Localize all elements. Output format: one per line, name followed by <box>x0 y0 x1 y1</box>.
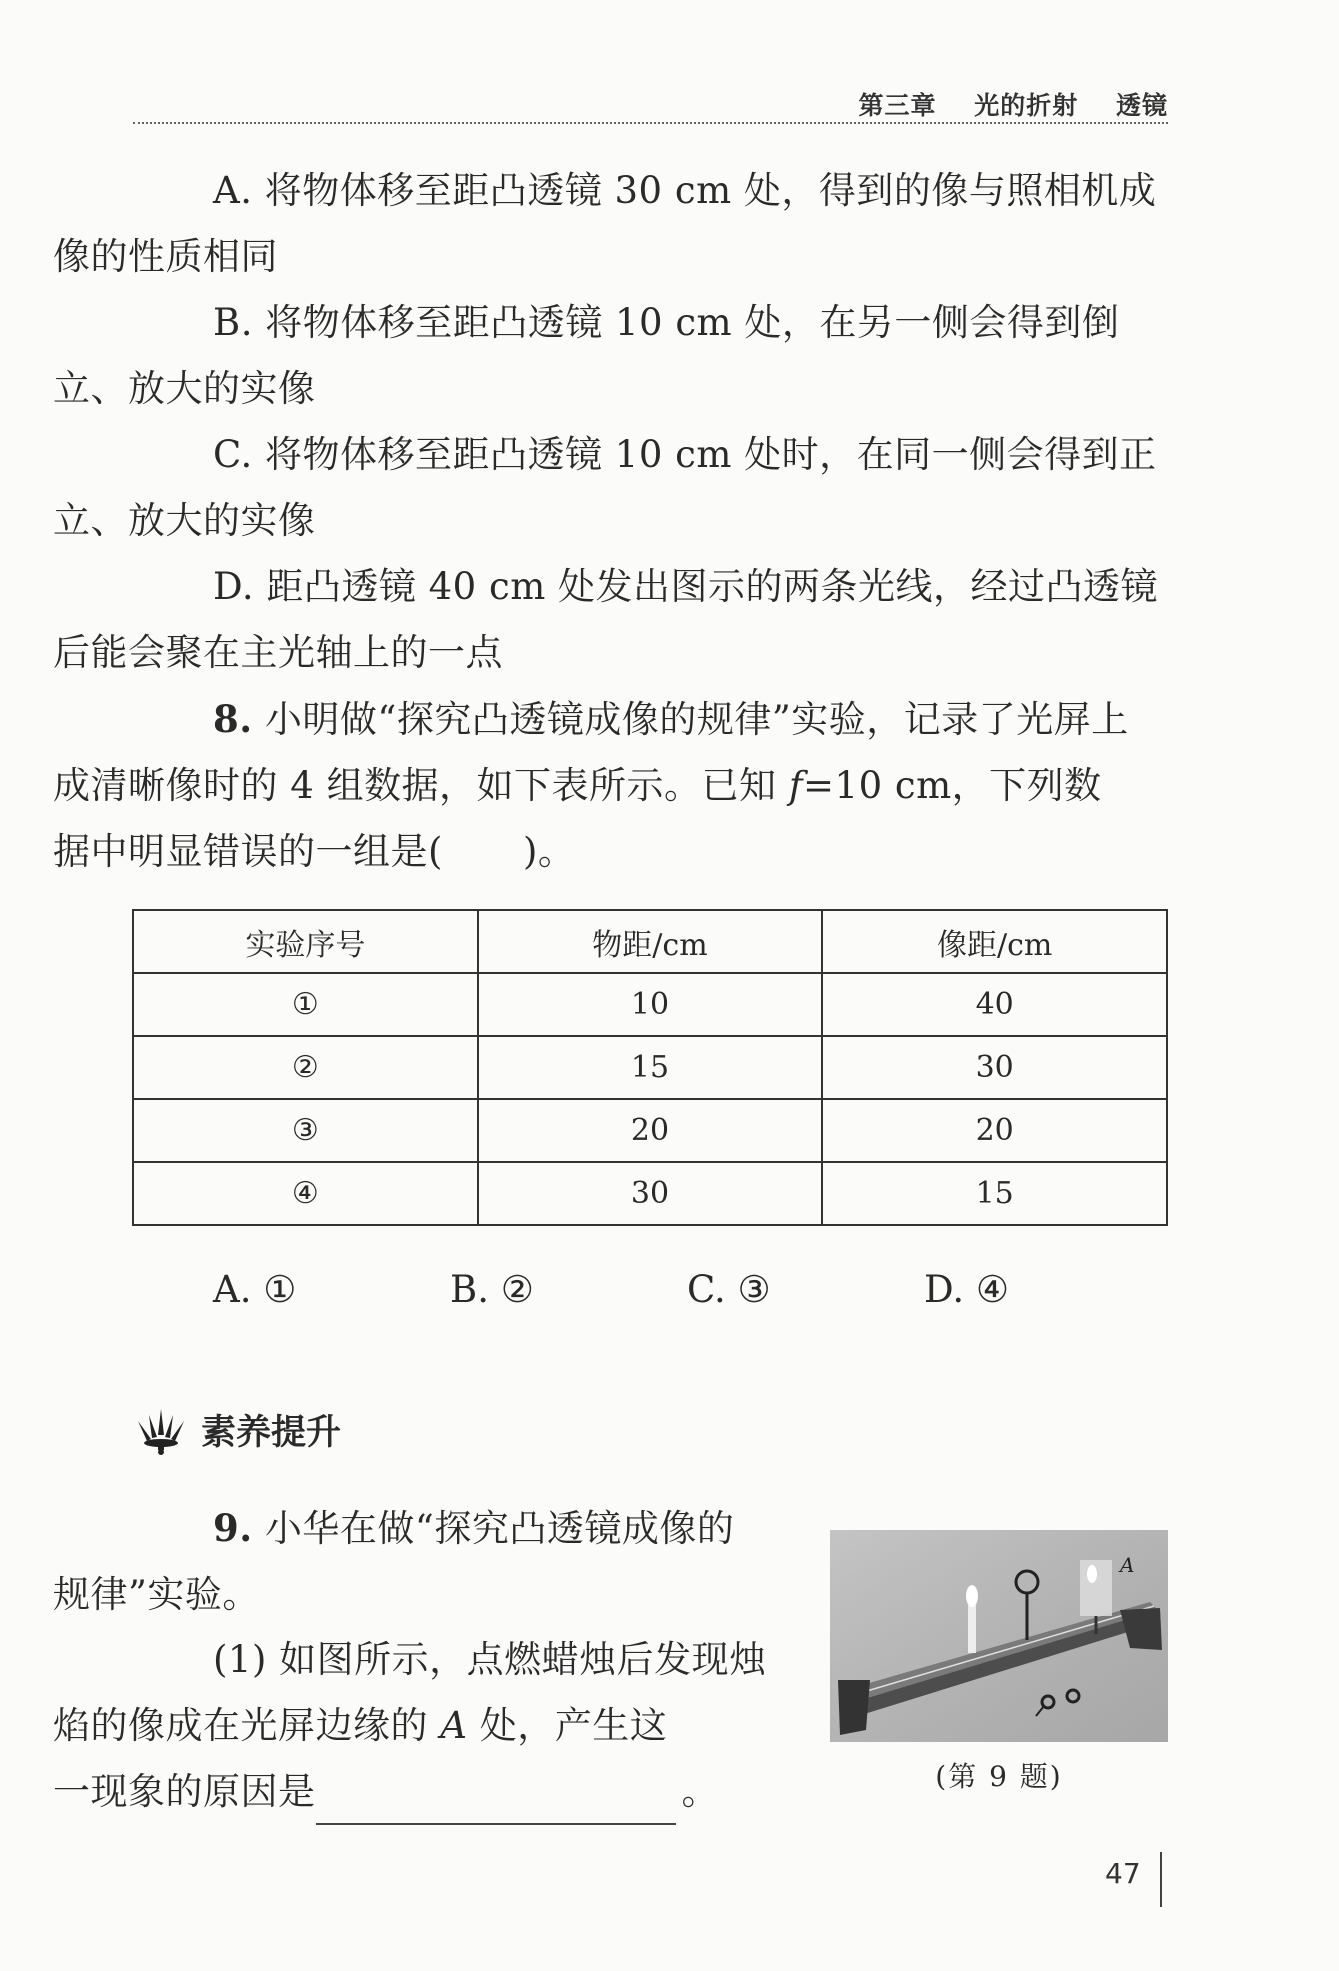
choice-c[interactable]: C. ③ <box>687 1268 771 1311</box>
table-cell: 20 <box>822 1099 1167 1162</box>
table-header-row <box>133 910 1167 973</box>
option-d: D. 距凸透镜 40 cm 处发出图示的两条光线，经过凸透镜 后能会聚在主光轴上的一点 <box>53 565 1159 674</box>
table-cell: ② <box>133 1036 478 1099</box>
question-8: 8. 小明做“探究凸透镜成像的规律”实验，记录了光屏上 成清晰像时的 4 组数据，如下表所示。已知 f=10 cm，下列数 据中明显错误的一组是( )。 <box>53 697 1129 873</box>
question-number: 9. <box>213 1506 253 1550</box>
option-a: A. 将物体移至距凸透镜 30 cm 处，得到的像与照相机成 像的性质相同 <box>53 169 1157 278</box>
question-9-part-1: (1) 如图所示，点燃蜡烛后发现烛 焰的像成在光屏边缘的 A 处，产生这 一现象的原因是 。 <box>133 1627 793 1825</box>
page-number: 47 <box>1105 1857 1141 1890</box>
table-header: 实验序号 <box>133 910 478 973</box>
crown-icon <box>133 1405 189 1455</box>
table-cell: 15 <box>478 1036 823 1099</box>
table-cell: 20 <box>478 1099 823 1162</box>
fill-in-blank[interactable] <box>316 1779 676 1825</box>
choice-d[interactable]: D. ④ <box>924 1268 1010 1311</box>
table-header: 物距/cm <box>478 910 823 973</box>
table-cell: 40 <box>822 973 1167 1036</box>
table-cell: 30 <box>822 1036 1167 1099</box>
page-number-bar <box>1160 1852 1162 1907</box>
chapter-title-2: 透镜 <box>1115 91 1168 120</box>
choice-a[interactable]: A. ① <box>213 1268 297 1311</box>
optical-bench-photo <box>830 1530 1168 1742</box>
option-b: B. 将物体移至距凸透镜 10 cm 处，在另一侧会得到倒 立、放大的实像 <box>53 301 1120 410</box>
chapter-title-1: 光的折射 <box>974 91 1079 120</box>
chapter-label: 第三章 <box>858 91 937 120</box>
section-title <box>133 1405 341 1455</box>
table-row <box>133 1162 1167 1225</box>
question-number: 8. <box>213 697 253 741</box>
choice-b[interactable]: B. ② <box>450 1268 534 1311</box>
focal-length-symbol: f <box>788 764 804 807</box>
page-header <box>133 86 1168 122</box>
table-cell: ① <box>133 973 478 1036</box>
table-row <box>133 973 1167 1036</box>
table-cell: ③ <box>133 1099 478 1162</box>
table-row <box>133 1036 1167 1099</box>
table-cell: 10 <box>478 973 823 1036</box>
point-a-label: A <box>440 1704 468 1747</box>
figure-caption: (第 9 题) <box>935 1760 1063 1793</box>
header-rule <box>133 122 1168 124</box>
section-title-text: 素养提升 <box>201 1413 342 1453</box>
data-table <box>132 909 1168 1226</box>
point-a-marker: A <box>1120 1553 1135 1577</box>
table-cell: ④ <box>133 1162 478 1225</box>
table-row <box>133 1099 1167 1162</box>
table-cell: 30 <box>478 1162 823 1225</box>
question-9: 9. 小华在做“探究凸透镜成像的 规律”实验。 <box>53 1506 735 1616</box>
table-cell: 15 <box>822 1162 1167 1225</box>
table-header: 像距/cm <box>822 910 1167 973</box>
answer-choices <box>213 1268 1113 1328</box>
option-c: C. 将物体移至距凸透镜 10 cm 处时，在同一侧会得到正 立、放大的实像 <box>53 433 1157 542</box>
